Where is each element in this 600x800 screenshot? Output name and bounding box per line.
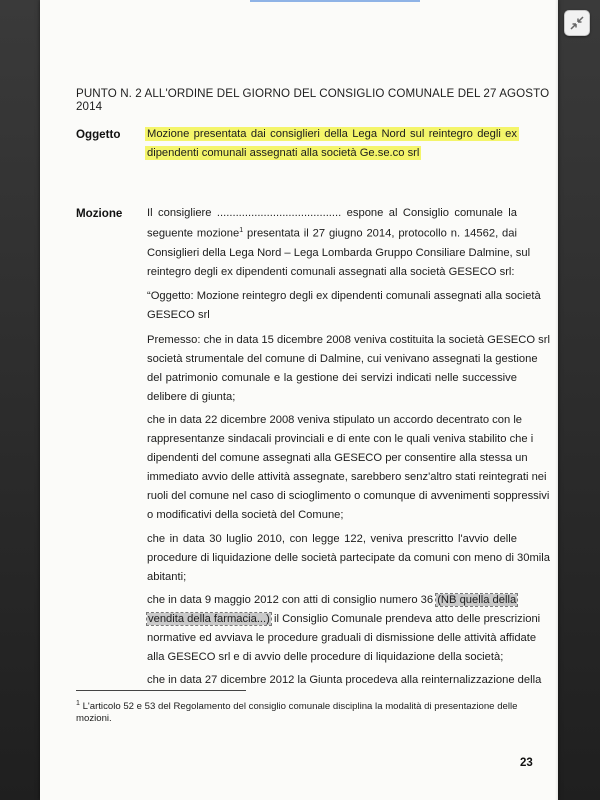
text-line: reintegro degli ex dipendenti comunali assegnati alla società GESECO srl:	[147, 266, 515, 278]
text-line: ruoli del comune nel caso di scioglimento o comunque di avvenimenti soppressivi	[147, 490, 550, 502]
text-span: il Consiglio Comunale prendeva atto delle prescrizioni	[270, 613, 541, 625]
oggetto-line-2	[147, 147, 517, 159]
text-span: che in data 9 maggio 2012 con atti di consiglio numero 36	[147, 594, 437, 606]
fullscreen-toggle-button[interactable]	[564, 10, 590, 36]
mozione-label: Mozione	[76, 207, 123, 220]
annotation-note: vendita della farmacia...)	[148, 613, 270, 625]
text-line: Il consigliere ........................................ espone al Consiglio comunale la	[147, 207, 517, 219]
footnote-line-2: mozioni.	[76, 713, 112, 724]
text-line: alla GESECO srl e di avvio delle procedure di liquidazione della società;	[147, 651, 504, 663]
highlighted-text: Mozione presentata dai consiglieri della Lega Nord sul reintegro degli ex	[147, 128, 517, 140]
document-page	[40, 0, 558, 800]
agenda-heading: PUNTO N. 2 ALL'ORDINE DEL GIORNO DEL CONSIGLIO COMUNALE DEL 27 AGOSTO 2014	[76, 87, 550, 113]
text-line: “Oggetto: Mozione reintegro degli ex dipendenti comunali assegnati alla società	[147, 290, 541, 302]
oggetto-label: Oggetto	[76, 128, 121, 141]
text-line: società strumentale del comune di Dalmine, cui venivano assegnati la gestione	[147, 353, 538, 365]
text-line: normative ed avviava le procedure graduali di dismissione delle attività affidate	[147, 632, 537, 644]
text-span: presentata il 27 giugno 2014, protocollo n. 14562, dai	[243, 227, 517, 240]
text-line: GESECO srl	[147, 309, 210, 321]
footnote-line-1	[76, 700, 546, 712]
footnote-divider	[76, 690, 246, 691]
text-line: che in data 27 dicembre 2012 la Giunta procedeva alla reinternalizzazione della	[147, 674, 542, 686]
text-line: che in data 30 luglio 2010, con legge 122, veniva prescritto l'avvio delle	[147, 533, 517, 545]
text-line: procedure di liquidazione delle società partecipate da comuni con meno di 30mila	[147, 552, 550, 564]
text-line: rappresentanze sindacali provinciali e di ente con le quali veniva stabilito che i	[147, 433, 534, 445]
text-span: seguente mozione	[147, 227, 240, 240]
text-line	[147, 613, 541, 625]
top-edge-strip	[250, 0, 420, 2]
oggetto-line-1	[147, 128, 517, 140]
text-line	[147, 227, 517, 240]
footnote-text: L'articolo 52 e 53 del Regolamento del consiglio comunale disciplina la modalità di presentazione delle	[79, 701, 518, 713]
page-number: 23	[520, 757, 533, 769]
footnote-ref: 1	[239, 227, 244, 234]
text-line: delibere di giunta;	[147, 391, 236, 403]
text-line: che in data 22 dicembre 2008 veniva stipulato un accordo decentrato con le	[147, 414, 523, 426]
text-line: Premesso: che in data 15 dicembre 2008 veniva costituita la società GESECO srl	[147, 334, 550, 346]
highlighted-text: dipendenti comunali assegnati alla società Ge.se.co srl	[147, 147, 420, 159]
text-line: abitanti;	[147, 571, 187, 583]
text-line	[147, 594, 517, 606]
text-line: Consiglieri della Lega Nord – Lega Lombarda Gruppo Consiliare Dalmine, sul	[147, 247, 531, 259]
page-edge-shadow	[555, 0, 558, 800]
annotation-note: (NB quella della	[437, 594, 517, 606]
text-line: immediato avvio delle attività assegnate, sarebbero senz'altro stati reintegrati nei	[147, 471, 547, 483]
text-line: o modificativi della società del Comune;	[147, 509, 344, 521]
footnote-number: 1	[76, 700, 80, 707]
text-line: dipendenti del comune assegnati alla GESECO per consentire alla stessa un	[147, 452, 528, 464]
collapse-arrows-icon	[570, 16, 584, 30]
text-line: del patrimonio comunale e la gestione dei servizi indicati nelle successive	[147, 372, 517, 384]
